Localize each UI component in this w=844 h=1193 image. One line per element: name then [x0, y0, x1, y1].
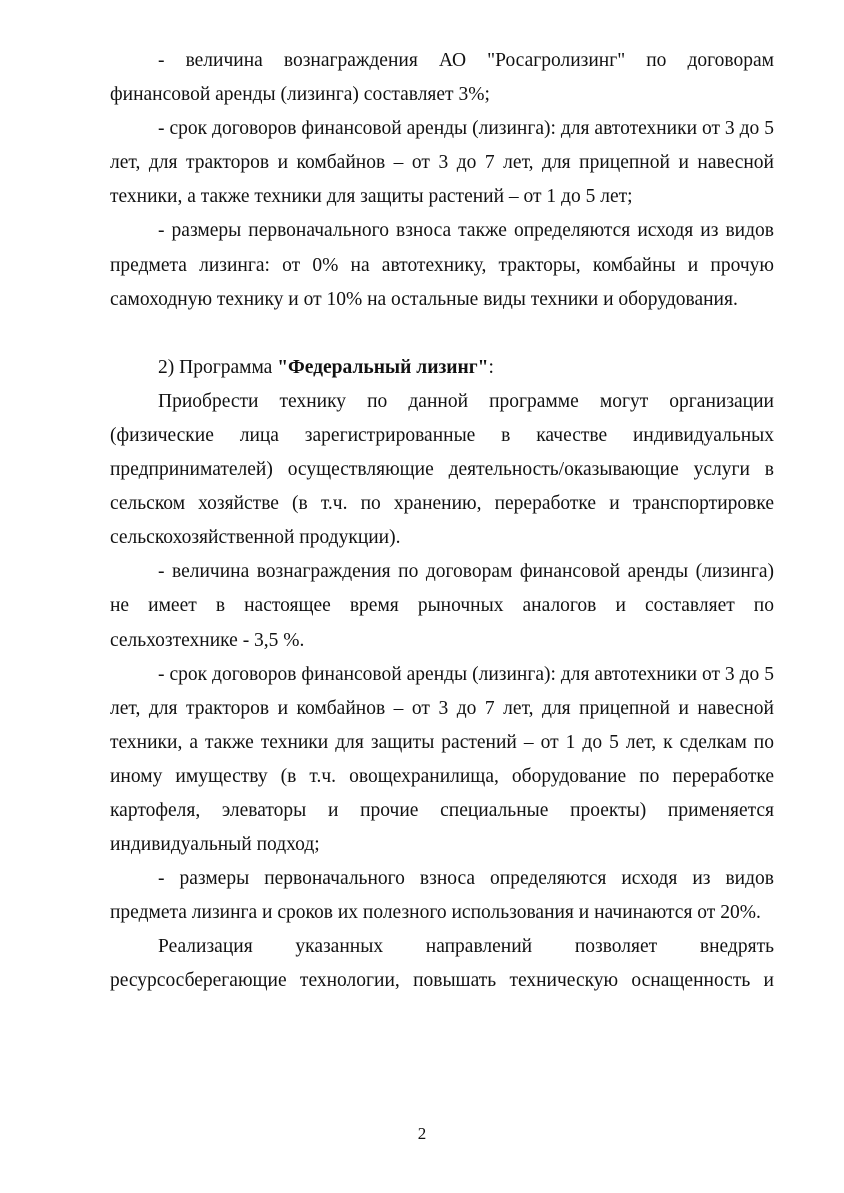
heading-program-name: "Федеральный лизинг" — [277, 356, 489, 378]
paragraph-federal-down-payment: - размеры первоначального взноса определяются исходя из видов предмета лизинга и сроков их полезного использования и начинаются от 20%. — [110, 868, 774, 924]
paragraph-lease-term: - срок договоров финансовой аренды (лизинга): для автотехники от 3 до 5 лет, для тракторов и комбайнов – от 3 до 7 лет, для прицепной и навесной техники, а также техники для защиты растений – от 1 до 5 лет; — [110, 118, 774, 208]
paragraph-spacer — [110, 317, 774, 351]
paragraph-remuneration: - величина вознаграждения АО "Росагролизинг" по договорам финансовой аренды (лизинга) составляет 3%; — [110, 50, 774, 106]
paragraph-federal-remuneration: - величина вознаграждения по договорам финансовой аренды (лизинга) не имеет в настоящее время рыночных аналогов и составляет по сельхозтехнике - 3,5 %. — [110, 561, 774, 651]
document-body — [110, 44, 774, 999]
paragraph-eligibility: Приобрести технику по данной программе могут организации (физические лица зарегистрированные в качестве индивидуальных предпринимателей) осуществляющие деятельность/оказывающие услуги в сельском хозяйстве (в т.ч. по хранению, переработке и транспортировке сельскохозяйственной продукции). — [110, 390, 774, 549]
paragraph-down-payment: - размеры первоначального взноса также определяются исходя из видов предмета лизинга: от 0% на автотехнику, тракторы, комбайны и прочую самоходную технику и от 10% на остальные виды техники и оборудования. — [110, 220, 774, 310]
paragraph-federal-lease-term: - срок договоров финансовой аренды (лизинга): для автотехники от 3 до 5 лет, для тракторов и комбайнов – от 3 до 7 лет, для прицепной и навесной техники, а также техники для защиты растений – от 1 до 5 лет, к сделкам по иному имуществу (в т.ч. овощехранилища, оборудование по переработке картофеля, элеваторы и прочие специальные проекты) применяется индивидуальный подход; — [110, 663, 774, 856]
heading-suffix: : — [488, 356, 494, 378]
page-number: 2 — [417, 1124, 427, 1143]
section-heading — [110, 351, 774, 385]
heading-prefix: 2) Программа — [158, 356, 278, 378]
paragraph-implementation: Реализация указанных направлений позволяет внедрять ресурсосберегающие технологии, повышать техническую оснащенность и — [110, 936, 774, 992]
